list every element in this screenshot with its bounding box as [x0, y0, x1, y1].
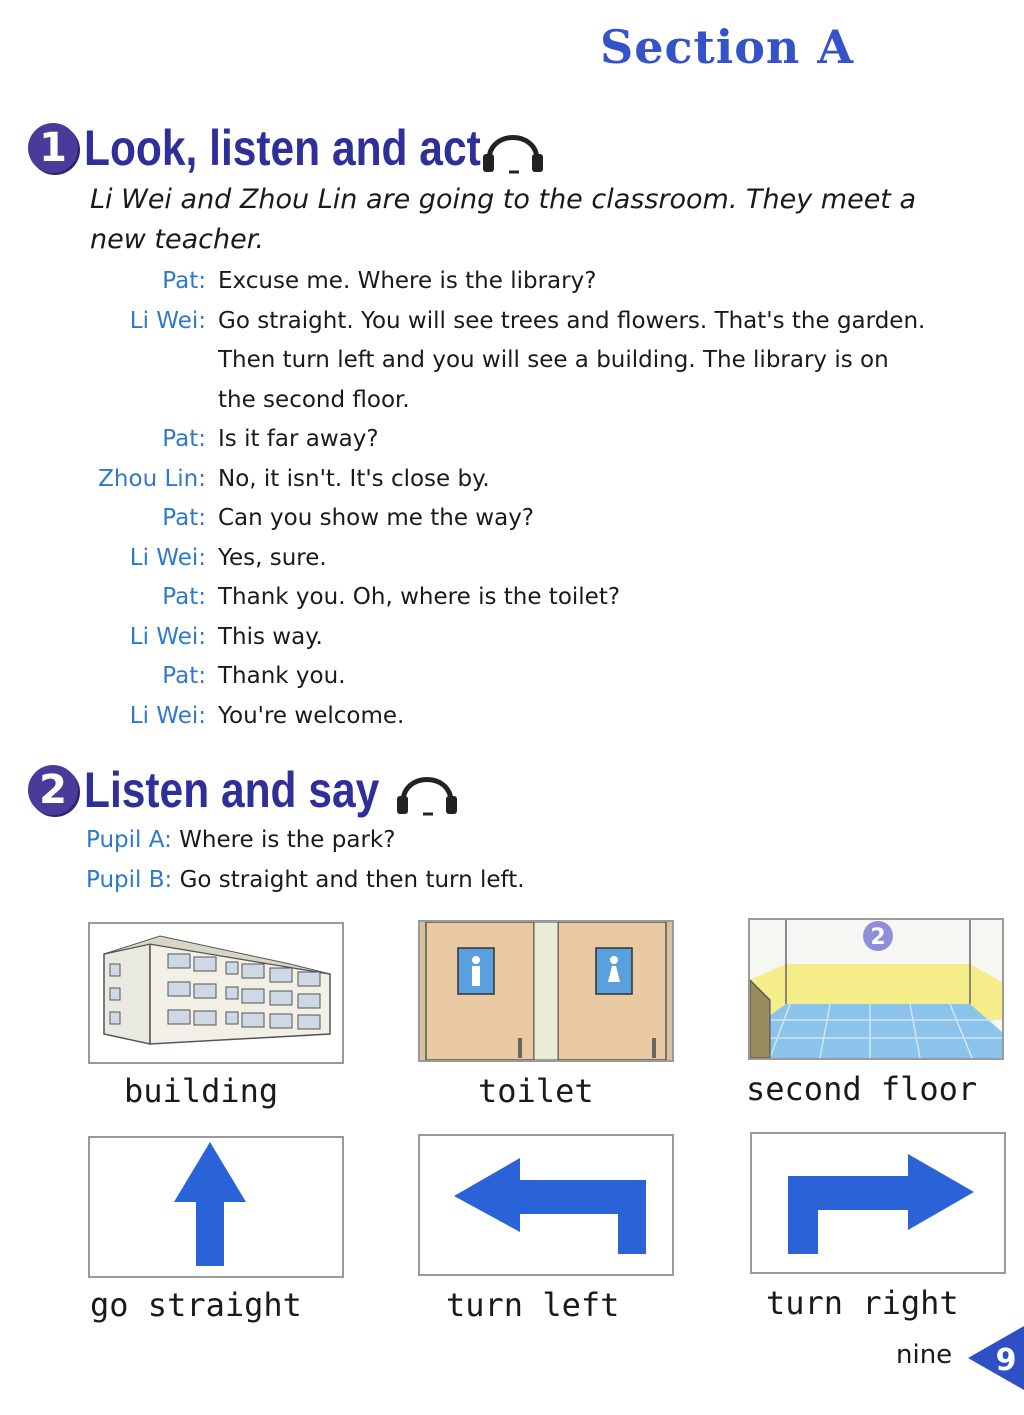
- dialog-text: the second floor.: [218, 386, 410, 413]
- dialog-text: Is it far away?: [218, 426, 379, 452]
- speaker-label: Pat:: [162, 584, 206, 610]
- page-number: 9: [995, 1343, 1017, 1378]
- caption-turn-left: turn left: [446, 1286, 620, 1324]
- page-number-word: nine: [896, 1340, 953, 1370]
- part2-title: Listen and say: [84, 762, 380, 818]
- pupil-a-label: Pupil A:: [86, 827, 172, 853]
- dialog-line: [0, 499, 1024, 539]
- headphones-icon: [479, 120, 547, 176]
- pupil-b-line: [86, 860, 525, 900]
- dialog-text: Yes, sure.: [218, 544, 327, 571]
- speaker-label: Pat:: [162, 663, 206, 689]
- dialog-text: Can you show me the way?: [218, 505, 535, 531]
- floor-number-badge: 2: [870, 925, 886, 950]
- dialog-text: This way.: [218, 623, 323, 650]
- dialog-line: [0, 618, 1024, 658]
- left-turn-arrow-icon: [420, 1136, 672, 1274]
- dialog-line: [0, 262, 1024, 302]
- dialog-line: [0, 657, 1024, 697]
- part1-intro: Li Wei and Zhou Lin are going to the classroom. They meet a new teacher.: [90, 184, 917, 255]
- building-card: [88, 922, 344, 1064]
- up-arrow-icon: [90, 1138, 342, 1276]
- speaker-label: Pat:: [162, 268, 206, 294]
- pupil-a-text: Where is the park?: [179, 827, 396, 853]
- pupil-b-text: Go straight and then turn left.: [179, 867, 525, 893]
- dialog-line: [0, 539, 1024, 579]
- speaker-label: Li Wei:: [129, 623, 206, 650]
- part1-number: 1: [28, 123, 78, 173]
- go-straight-card: [88, 1136, 344, 1278]
- part2-number: 2: [28, 765, 78, 815]
- dialog-text: Go straight. You will see trees and flowers. That's the garden.: [218, 307, 926, 334]
- right-turn-arrow-icon: [752, 1134, 1004, 1272]
- speaker-label: Li Wei:: [129, 544, 206, 571]
- toilet-illustration: [420, 922, 672, 1060]
- dialog-text: Excuse me. Where is the library?: [218, 268, 597, 294]
- speaker-label: Pat:: [162, 426, 206, 452]
- toilet-card: [418, 920, 674, 1062]
- second-floor-illustration: [750, 920, 1002, 1058]
- speaker-label: Li Wei:: [129, 307, 206, 334]
- speaker-label: Li Wei:: [129, 702, 206, 729]
- caption-toilet: toilet: [478, 1072, 594, 1110]
- dialog-text: Thank you. Oh, where is the toilet?: [218, 584, 621, 610]
- page-number-tab: [968, 1326, 1024, 1390]
- caption-turn-right: turn right: [766, 1284, 959, 1322]
- speaker-label: Pat:: [162, 505, 206, 531]
- speaker-label: Zhou Lin:: [98, 465, 206, 492]
- caption-building: building: [124, 1072, 279, 1110]
- dialog-text: Thank you.: [218, 663, 346, 689]
- part2-heading: [28, 760, 461, 820]
- dialog-text: You're welcome.: [218, 702, 405, 729]
- section-title: Section A: [600, 20, 855, 74]
- headphones-icon: [393, 762, 461, 818]
- part1-title: Look, listen and act: [84, 120, 481, 176]
- pupil-a-line: [86, 820, 395, 860]
- second-floor-card: [748, 918, 1004, 1060]
- dialog-line: [0, 697, 1024, 737]
- part1-heading: [28, 118, 547, 178]
- dialog-line: [0, 302, 1024, 342]
- dialog-text: Then turn left and you will see a building. The library is on: [218, 347, 889, 373]
- building-illustration: [90, 924, 342, 1062]
- turn-left-card: [418, 1134, 674, 1276]
- dialog-line: [0, 381, 1024, 421]
- dialog-line: [0, 420, 1024, 460]
- caption-second-floor: second floor: [746, 1070, 978, 1108]
- dialog-line: [0, 341, 1024, 381]
- dialog-line: [0, 460, 1024, 500]
- dialog: [0, 262, 1024, 736]
- dialog-line: [0, 578, 1024, 618]
- turn-right-card: [750, 1132, 1006, 1274]
- caption-go-straight: go straight: [90, 1286, 302, 1324]
- dialog-text: No, it isn't. It's close by.: [218, 465, 490, 492]
- pupil-b-label: Pupil B:: [86, 867, 173, 893]
